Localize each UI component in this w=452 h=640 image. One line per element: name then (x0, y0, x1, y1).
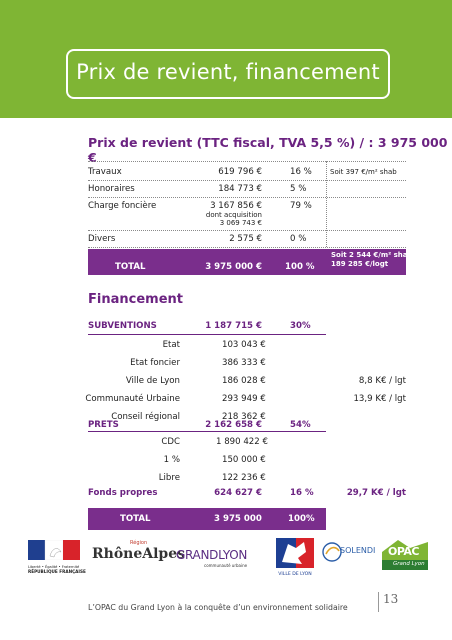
pret-amount-cdc: 1 890 422 € (216, 437, 268, 447)
fonds-amount: 624 627 € (214, 488, 262, 498)
prets-amount: 2 162 658 € (205, 420, 262, 430)
subventions-label: SUBVENTIONS (88, 321, 157, 331)
prets-pct: 54% (290, 420, 311, 430)
opac-text: OPAC (388, 545, 419, 558)
total-label: TOTAL (115, 262, 146, 272)
row-label-travaux: Travaux (88, 167, 122, 177)
rhonealpes-text: RhôneAlpes (92, 546, 185, 562)
total-note-logt: 189 285 €/logt (331, 260, 389, 268)
header-banner (0, 0, 452, 118)
financement-total-label: TOTAL (120, 514, 151, 524)
opac-tag: Grand Lyon (393, 561, 425, 567)
divider (326, 161, 327, 247)
page-number-divider (378, 592, 379, 612)
marianne-republique: RÉPUBLIQUE FRANÇAISE (28, 569, 86, 574)
opac-logo (380, 538, 430, 576)
row-label-charge: Charge foncière (88, 201, 157, 211)
fonds-note: 29,7 K€ / lgt (346, 488, 406, 498)
rhonealpes-logo (92, 540, 185, 562)
partner-logos (28, 538, 428, 578)
total-pct: 100 % (285, 262, 315, 272)
financement-total-pct: 100% (288, 514, 315, 524)
sub-amount-communaute: 293 949 € (222, 394, 266, 404)
divider (88, 247, 406, 248)
row-sub-acquisition-amount: 3 069 743 € (219, 219, 262, 227)
marianne-motto: Liberté • Égalité • Fraternité (28, 565, 80, 569)
solendi-text: SOLENDI (340, 546, 376, 555)
marianne-logo (28, 540, 86, 576)
row-amount-charge: 3 167 856 € (210, 201, 262, 211)
sub-amount-etat: 103 043 € (222, 340, 266, 350)
title-frame (66, 49, 390, 99)
sub-note-ville-lyon: 8,8 K€ / lgt (358, 376, 406, 386)
villelyon-text: VILLE DE LYON (278, 572, 312, 577)
subventions-pct: 30% (290, 321, 311, 331)
row-sub-acquisition: dont acquisition (205, 211, 262, 219)
divider (88, 334, 326, 335)
solendi-logo (322, 542, 376, 566)
sub-label-ville-lyon: Ville de Lyon (125, 376, 180, 386)
divider (88, 197, 406, 198)
divider (88, 161, 406, 162)
row-amount-honoraires: 184 773 € (218, 184, 262, 194)
flag-icon (28, 540, 80, 560)
sub-note-communaute: 13,9 K€ / lgt (353, 394, 406, 404)
sub-label-etat-foncier: Etat foncier (130, 358, 180, 368)
pret-label-cdc: CDC (161, 437, 180, 447)
grandlyon-logo (176, 548, 247, 568)
sub-amount-etat-foncier: 386 333 € (222, 358, 266, 368)
row-pct-divers: 0 % (290, 234, 307, 244)
sub-label-communaute: Communauté Urbaine (85, 394, 180, 404)
total-note-m2: Soit 2 544 €/m² shab (331, 251, 413, 259)
row-label-honoraires: Honoraires (88, 184, 135, 194)
lion-icon (276, 538, 314, 568)
prets-label: PRETS (88, 420, 119, 430)
sub-label-etat: Etat (162, 340, 180, 350)
divider (88, 180, 406, 181)
row-pct-charge: 79 % (290, 201, 312, 211)
pret-amount-libre: 122 236 € (222, 473, 266, 483)
row-pct-honoraires: 5 % (290, 184, 307, 194)
rhonealpes-tag: Région (130, 540, 148, 546)
row-pct-travaux: 16 % (290, 167, 312, 177)
financement-heading: Financement (88, 292, 183, 307)
sub-amount-conseil: 218 362 € (222, 412, 266, 422)
row-note-travaux: Soit 397 €/m² shab (330, 168, 397, 176)
page-footer: L’OPAC du Grand Lyon à la conquête d’un environnement solidaire (88, 603, 348, 612)
subventions-amount: 1 187 715 € (205, 321, 262, 331)
row-amount-travaux: 619 796 € (218, 167, 262, 177)
villelyon-logo (276, 538, 314, 577)
grandlyon-text: GRANDLYON (176, 548, 248, 562)
divider (88, 431, 326, 432)
pret-amount-1pct: 150 000 € (222, 455, 266, 465)
sub-label-conseil: Conseil régional (111, 412, 180, 422)
fonds-label: Fonds propres (88, 488, 158, 498)
divider (88, 230, 406, 231)
sub-amount-ville-lyon: 186 028 € (222, 376, 266, 386)
pret-label-libre: Libre (158, 473, 180, 483)
pret-label-1pct: 1 % (163, 455, 180, 465)
prix-heading: Prix de revient (TTC fiscal, TVA 5,5 %) / : 3 975 000 € (88, 135, 448, 165)
fonds-pct: 16 % (290, 488, 314, 498)
grandlyon-tag: communauté urbaine (204, 563, 248, 568)
total-amount: 3 975 000 € (205, 262, 262, 272)
page-number: 13 (383, 592, 399, 606)
row-amount-divers: 2 575 € (229, 234, 262, 244)
row-label-divers: Divers (88, 234, 116, 244)
page-title: Prix de revient, financement (76, 60, 380, 84)
financement-total-amount: 3 975 000 (214, 514, 262, 524)
